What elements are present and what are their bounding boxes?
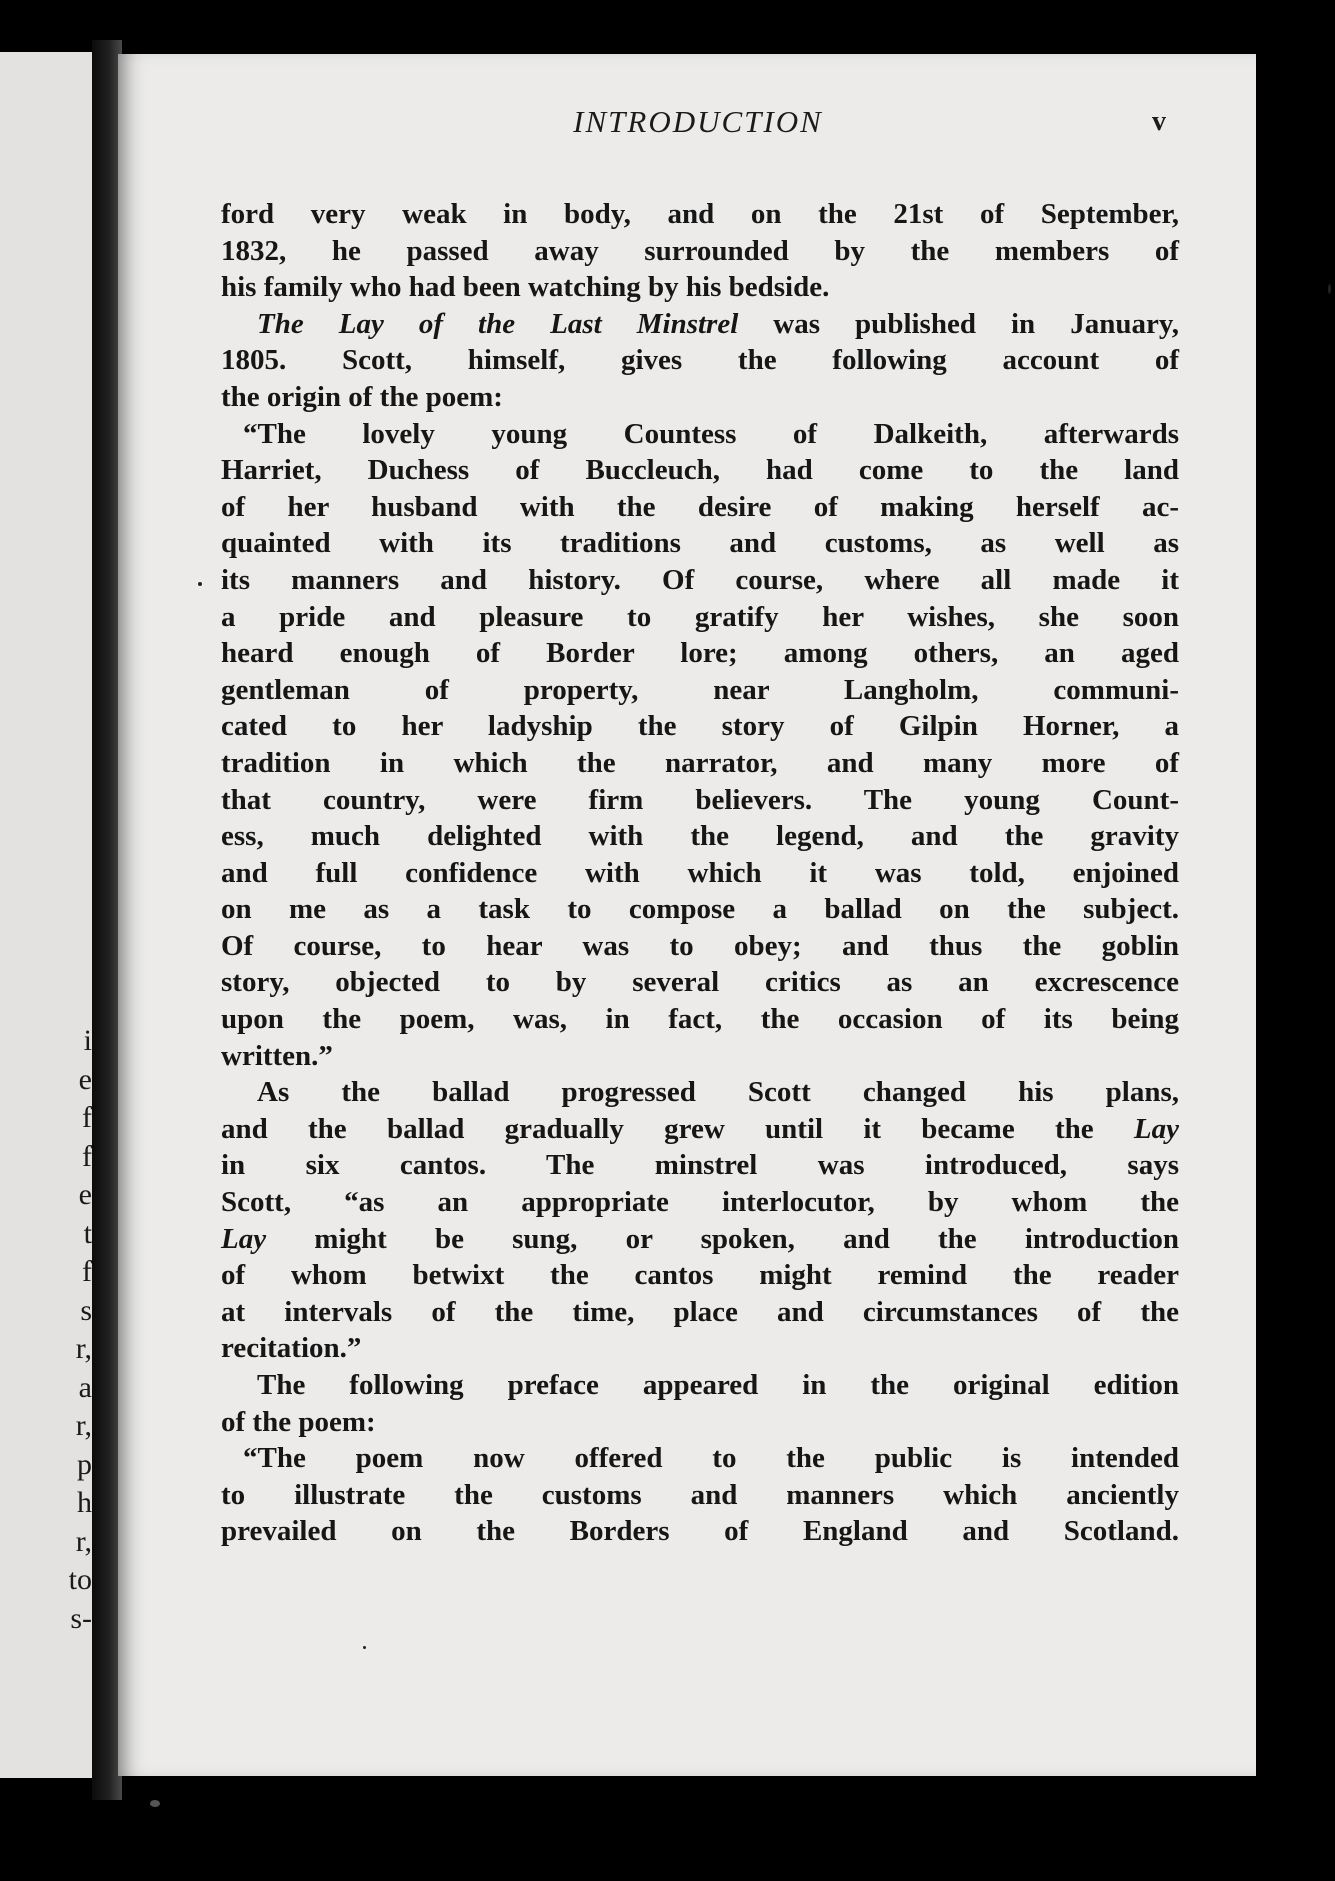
text-line [221, 1074, 1179, 1111]
text-line [221, 1440, 1179, 1477]
text-line-content: cated to her ladyship the story of Gilpin Horner, a [221, 710, 1179, 743]
text-line [221, 964, 1179, 1001]
scan-speck [1328, 284, 1331, 294]
text-line [221, 1330, 1179, 1367]
text-line [221, 855, 1179, 892]
text-line [221, 1184, 1179, 1221]
text-line-content: and full confidence with which it was told, enjoined [221, 856, 1179, 889]
text-line-content: a pride and pleasure to gratify her wishes, she soon [221, 600, 1179, 633]
text-line-content: in six cantos. The minstrel was introduced, says [221, 1149, 1179, 1182]
text-line [221, 525, 1179, 562]
text-line-content: was published in January, [773, 307, 1179, 340]
previous-page-text-fragment: h [77, 1486, 92, 1519]
text-line [221, 452, 1179, 489]
previous-page-edge [0, 52, 92, 1778]
text-line [221, 1147, 1179, 1184]
scan-speck [198, 582, 202, 586]
previous-page-text-fragment: f [82, 1255, 92, 1288]
text-line-content: Scott, “as an appropriate interlocutor, by whom the [221, 1186, 1179, 1219]
text-line-content: ford very weak in body, and on the 21st of September, [221, 198, 1179, 230]
previous-page-text-fragment: to [68, 1563, 92, 1596]
body-text [221, 196, 1179, 1550]
text-line [221, 928, 1179, 965]
previous-page-text-fragment: e [78, 1062, 92, 1096]
text-line-content: The following preface appeared in the original edition [257, 1369, 1179, 1401]
text-line-content: of her husband with the desire of making herself ac- [221, 490, 1179, 523]
text-line-content: its manners and history. Of course, where all made it [221, 563, 1179, 596]
text-line [221, 1001, 1179, 1038]
text-line-content: of whom betwixt the cantos might remind the reader [221, 1259, 1179, 1292]
italic-title: The Lay of the Last Minstrel [257, 307, 739, 340]
text-line-content: Of course, to hear was to obey; and thus the goblin [221, 929, 1179, 962]
text-line-content: to illustrate the customs and manners which anciently [221, 1478, 1179, 1511]
scan-speck [363, 1646, 366, 1649]
text-line [221, 1294, 1179, 1331]
text-line [221, 342, 1179, 379]
scan-speck [150, 1800, 160, 1807]
book-page [118, 54, 1256, 1776]
text-line [221, 599, 1179, 636]
text-line-content: ess, much delighted with the legend, and the gravity [221, 820, 1179, 853]
text-line-content: Harriet, Duchess of Buccleuch, had come to the land [221, 454, 1179, 487]
text-line [221, 233, 1179, 270]
running-head [218, 104, 1178, 148]
previous-page-text-fragment: e [78, 1178, 92, 1211]
running-title: INTRODUCTION [573, 104, 823, 139]
text-line-content: that country, were firm believers. The young Count- [221, 783, 1179, 816]
previous-page-text-fragment: s [80, 1293, 92, 1327]
text-line [221, 306, 1179, 343]
text-line [221, 745, 1179, 782]
text-line [221, 1038, 1179, 1075]
previous-page-text-fragment: s- [70, 1601, 92, 1635]
text-line [221, 782, 1179, 819]
text-line [221, 818, 1179, 855]
text-line [221, 379, 1179, 416]
text-line [221, 1477, 1179, 1514]
previous-page-text-fragment: t [83, 1216, 92, 1250]
text-line [221, 708, 1179, 745]
page-number: v [1152, 106, 1166, 137]
text-line-content: As the ballad progressed Scott changed his plans, [257, 1076, 1179, 1109]
previous-page-text-fragment: r, [75, 1332, 92, 1365]
text-line [221, 1221, 1179, 1258]
text-line-content: of the poem: [221, 1405, 376, 1438]
text-line [221, 891, 1179, 928]
text-line-content: quainted with its traditions and customs, as well as [221, 527, 1179, 560]
text-line-content: 1805. Scott, himself, gives the following account of [221, 344, 1179, 377]
text-line [221, 1111, 1179, 1148]
previous-page-text-fragment: p [77, 1447, 92, 1481]
previous-page-text-fragment: r, [75, 1524, 92, 1558]
text-line-content: at intervals of the time, place and circumstances of the [221, 1295, 1179, 1328]
text-line-content: “The poem now offered to the public is intended [243, 1442, 1179, 1475]
text-line-content: on me as a task to compose a ballad on the subject. [221, 893, 1179, 926]
text-line-content: and the ballad gradually grew until it became the [221, 1112, 1134, 1145]
previous-page-text-fragment: r, [75, 1409, 92, 1442]
text-line-content: might be sung, or spoken, and the introduction [314, 1222, 1180, 1255]
text-line [221, 269, 1179, 306]
text-line-content: his family who had been watching by his bedside. [221, 271, 830, 304]
text-line-content: story, objected to by several critics as an excrescence [221, 966, 1179, 999]
text-line [221, 672, 1179, 709]
text-line [221, 196, 1179, 233]
text-line [221, 1513, 1179, 1550]
text-line [221, 1404, 1179, 1441]
text-line-content: heard enough of Border lore; among others, an aged [221, 637, 1179, 670]
previous-page-text-fragment: i [83, 1024, 92, 1057]
text-line-content: the origin of the poem: [221, 380, 503, 413]
text-line [221, 1257, 1179, 1294]
text-line [221, 562, 1179, 599]
text-line-content: tradition in which the narrator, and many more of [221, 746, 1179, 779]
text-line-content: prevailed on the Borders of England and Scotland. [221, 1515, 1179, 1548]
previous-page-text-fragment: f [82, 1101, 92, 1134]
previous-page-text-fragment: a [78, 1370, 92, 1404]
text-line-content: “The lovely young Countess of Dalkeith, afterwards [243, 417, 1179, 450]
italic-title: Lay [1133, 1112, 1179, 1145]
text-line [221, 489, 1179, 526]
text-line [221, 1367, 1179, 1404]
text-line-content: recitation.” [221, 1332, 362, 1365]
text-line-content: upon the poem, was, in fact, the occasion of its being [221, 1003, 1179, 1036]
text-line [221, 635, 1179, 672]
text-line [221, 416, 1179, 453]
previous-page-text-fragment: f [82, 1139, 92, 1173]
text-line-content: 1832, he passed away surrounded by the members of [221, 234, 1179, 267]
text-line-content: gentleman of property, near Langholm, communi- [221, 673, 1179, 706]
text-line-content: written.” [221, 1039, 333, 1072]
italic-title: Lay [221, 1222, 267, 1255]
